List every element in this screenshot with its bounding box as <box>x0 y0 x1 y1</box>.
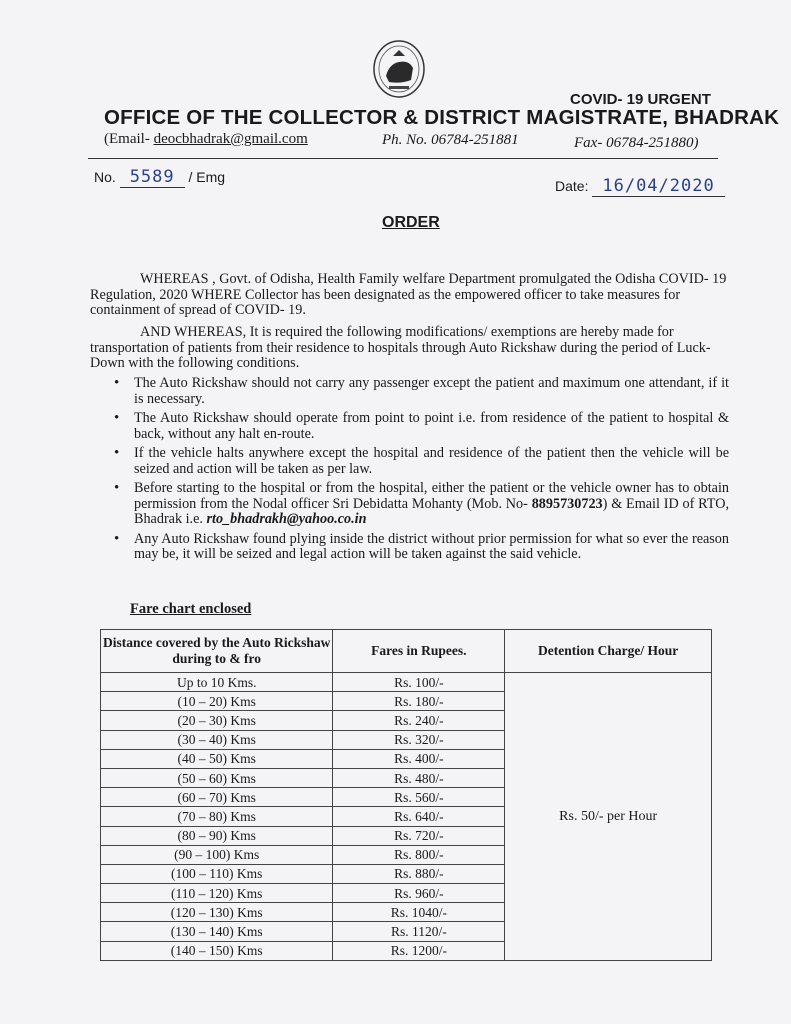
fare-table-header <box>101 630 712 673</box>
condition-item: • The Auto Rickshaw should operate from point to point i.e. from residence of the patient to hospital & back, without any halt en-route. <box>114 411 729 442</box>
condition-item: • Any Auto Rickshaw found plying inside the district without prior permission for what so ever the reason may be, it will be seized and legal action will be taken against the said vehicle. <box>114 532 729 563</box>
email-link[interactable]: deocbhadrak@gmail.com <box>153 131 308 147</box>
email-label: (Email- <box>104 131 150 147</box>
distance-cell: (70 – 80) Kms <box>101 807 333 826</box>
reference-number <box>94 167 225 188</box>
header-distance: Distance covered by the Auto Rickshaw during to & fro <box>101 630 333 673</box>
fare-cell: Rs. 560/- <box>333 788 505 807</box>
date-value: 16/04/2020 <box>592 176 724 197</box>
distance-cell: (130 – 140) Kms <box>101 922 333 941</box>
condition-text: ) & Email ID of RTO, Bhadrak i.e. <box>134 495 729 527</box>
nodal-mobile-number: 8895730723 <box>531 495 603 512</box>
distance-cell: (100 – 110) Kms <box>101 864 333 883</box>
table-row <box>101 673 712 692</box>
condition-item: • If the vehicle halts anywhere except the hospital and residence of the patient then the vehicle will be seized and action will be taken as per law. <box>114 446 729 477</box>
distance-cell: (20 – 30) Kms <box>101 711 333 730</box>
distance-cell: (90 – 100) Kms <box>101 845 333 864</box>
condition-item: • The Auto Rickshaw should not carry any passenger except the patient and maximum one attendant, if it is necessary. <box>114 376 729 407</box>
distance-cell: (30 – 40) Kms <box>101 730 333 749</box>
urgent-label: COVID- 19 URGENT <box>570 91 711 108</box>
distance-cell: (110 – 120) Kms <box>101 884 333 903</box>
header-fare: Fares in Rupees. <box>333 630 505 673</box>
distance-cell: Up to 10 Kms. <box>101 673 333 692</box>
fare-cell: Rs. 400/- <box>333 749 505 768</box>
order-title: ORDER <box>382 214 440 231</box>
fare-cell: Rs. 1200/- <box>333 941 505 960</box>
distance-cell: (40 – 50) Kms <box>101 749 333 768</box>
header-detention: Detention Charge/ Hour <box>505 630 712 673</box>
distance-cell: (120 – 130) Kms <box>101 903 333 922</box>
distance-cell: (50 – 60) Kms <box>101 768 333 787</box>
header-divider <box>88 158 718 159</box>
fare-cell: Rs. 800/- <box>333 845 505 864</box>
contact-line <box>104 131 724 151</box>
distance-cell: (10 – 20) Kms <box>101 692 333 711</box>
fare-cell: Rs. 240/- <box>333 711 505 730</box>
conditions-list <box>114 376 729 567</box>
fare-cell: Rs. 720/- <box>333 826 505 845</box>
distance-cell: (80 – 90) Kms <box>101 826 333 845</box>
paragraph-and-whereas: AND WHEREAS, It is required the following modifications/ exemptions are hereby made for transportation of patients from their residence to hospitals through Auto Rickshaw during the period of Luck- Down with the following conditions. <box>90 324 711 372</box>
no-label: No. <box>94 169 116 185</box>
condition-item <box>114 481 729 528</box>
fare-cell: Rs. 880/- <box>333 864 505 883</box>
odisha-emblem-icon <box>371 38 427 100</box>
no-value: 5589 <box>120 167 185 188</box>
paragraph-whereas: WHEREAS , Govt. of Odisha, Health Family welfare Department promulgated the Odisha COVID- 19 Regulation, 2020 WHERE Collector has been designated as the empowered officer to take measures for containment of spread of COVID- 19. <box>90 271 727 319</box>
fare-cell: Rs. 1040/- <box>333 903 505 922</box>
fare-cell: Rs. 320/- <box>333 730 505 749</box>
phone-number: Ph. No. 06784-251881 <box>382 132 519 148</box>
fare-cell: Rs. 1120/- <box>333 922 505 941</box>
fare-cell: Rs. 100/- <box>333 673 505 692</box>
order-date <box>555 176 725 197</box>
distance-cell: (60 – 70) Kms <box>101 788 333 807</box>
condition-text: Before starting to the hospital or from the hospital, either the patient or the vehicle owner has to obtain permission from the Nodal officer Sri Debidatta Mohanty (Mob. No- <box>134 480 729 512</box>
fare-cell: Rs. 640/- <box>333 807 505 826</box>
fare-cell: Rs. 960/- <box>333 884 505 903</box>
fare-chart-heading: Fare chart enclosed <box>130 601 252 617</box>
office-title: OFFICE OF THE COLLECTOR & DISTRICT MAGISTRATE, BHADRAK <box>104 106 780 129</box>
fax-number: Fax- 06784-251880) <box>574 135 699 151</box>
no-suffix: / Emg <box>188 169 226 185</box>
distance-cell: (140 – 150) Kms <box>101 941 333 960</box>
date-label: Date: <box>555 178 589 194</box>
fare-table <box>100 629 712 961</box>
detention-cell: Rs. 50/- per Hour <box>505 673 712 961</box>
fare-cell: Rs. 180/- <box>333 692 505 711</box>
fare-cell: Rs. 480/- <box>333 768 505 787</box>
rto-email[interactable]: rto_bhadrakh@yahoo.co.in <box>206 511 367 527</box>
